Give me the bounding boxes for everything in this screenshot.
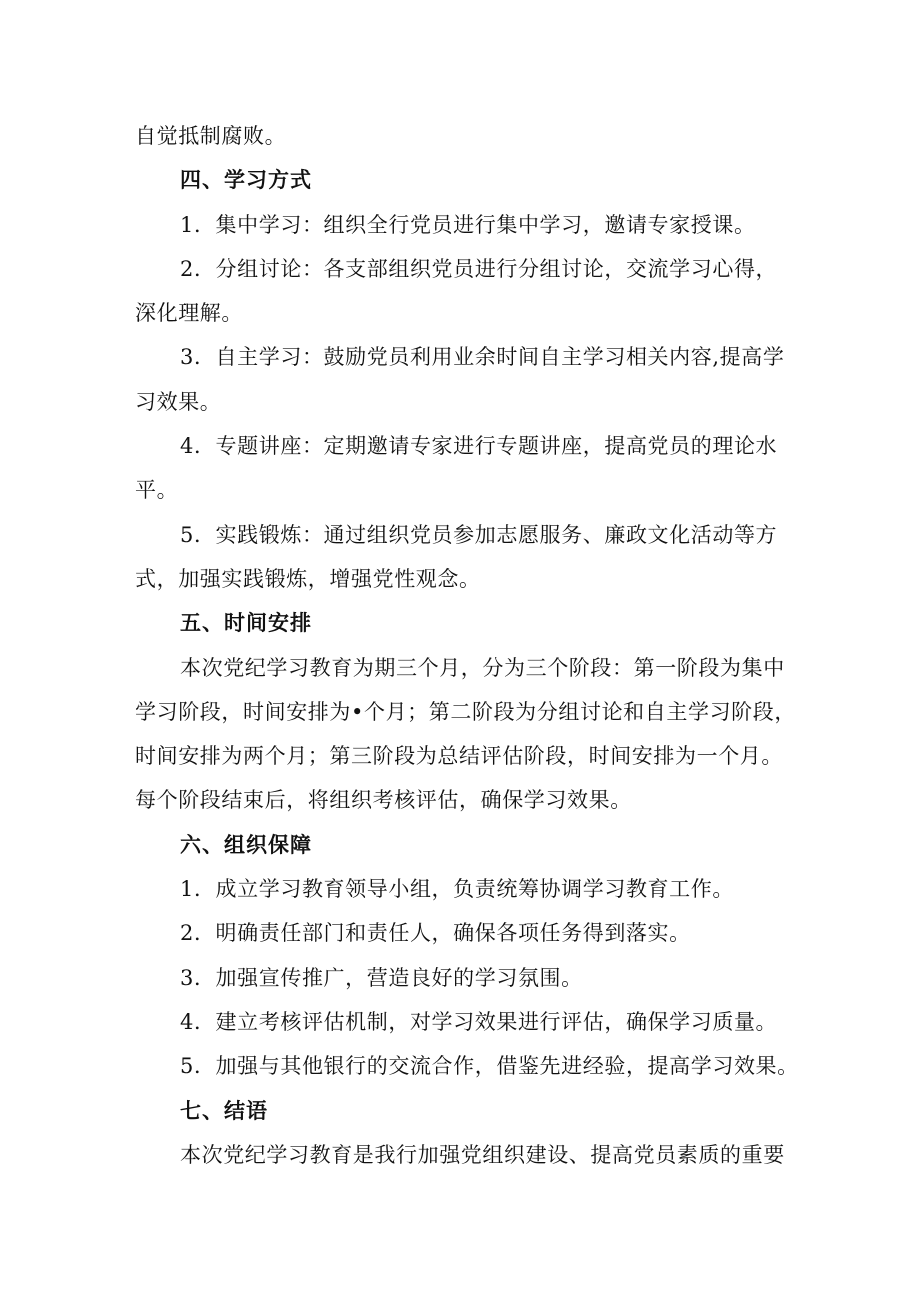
section-heading-4: 四、学习方式 [180, 167, 312, 193]
list-item-2: 2．分组讨论：各支部组织党员进行分组讨论，交流学习心得， [180, 256, 778, 281]
section-heading-7: 七、结语 [180, 1097, 268, 1123]
body-text-line: 自觉抵制腐败。 [135, 124, 287, 148]
paragraph-line: 每个阶段结束后，将组织考核评估，确保学习效果。 [135, 788, 632, 813]
paragraph-line: 学习阶段，时间安排为•个月；第二阶段为分组讨论和自主学习阶段， [135, 699, 796, 724]
paragraph-line: 本次党纪学习教育是我行加强党组织建设、提高党员素质的重要 [180, 1142, 785, 1167]
paragraph-line: 时间安排为两个月；第三阶段为总结评估阶段，时间安排为一个月。 [135, 744, 783, 769]
list-item-5: 5．加强与其他银行的交流合作，借鉴先进经验，提高学习效果。 [180, 1054, 799, 1079]
list-item-5-continuation: 式，加强实践锻炼，增强党性观念。 [135, 566, 481, 591]
list-item-1: 1．集中学习：组织全行党员进行集中学习，邀请专家授课。 [180, 212, 756, 237]
list-item-5: 5．实践锻炼：通过组织党员参加志愿服务、廉政文化活动等方 [180, 522, 778, 547]
paragraph-line: 本次党纪学习教育为期三个月，分为三个阶段：第一阶段为集中 [180, 655, 785, 680]
section-heading-5: 五、时间安排 [180, 610, 312, 636]
list-item-3-continuation: 习效果。 [135, 389, 222, 414]
document-page [135, 114, 799, 1177]
list-item-4-continuation: 平。 [135, 478, 179, 503]
list-item-3: 3．加强宣传推广，营造良好的学习氛围。 [180, 965, 583, 990]
list-item-1: 1．成立学习教育领导小组，负责统筹协调学习教育工作。 [180, 877, 734, 902]
list-item-4: 4．建立考核评估机制，对学习效果进行评估，确保学习质量。 [180, 1009, 778, 1034]
list-item-4: 4．专题讲座：定期邀请专家进行专题讲座，提高党员的理论水 [180, 434, 778, 459]
list-item-2: 2．明确责任部门和责任人，确保各项任务得到落实。 [180, 921, 691, 946]
section-heading-6: 六、组织保障 [180, 831, 312, 857]
list-item-2-continuation: 深化理解。 [135, 301, 243, 326]
list-item-3: 3．自主学习：鼓励党员利用业余时间自主学习相关内容,提高学 [180, 345, 785, 370]
